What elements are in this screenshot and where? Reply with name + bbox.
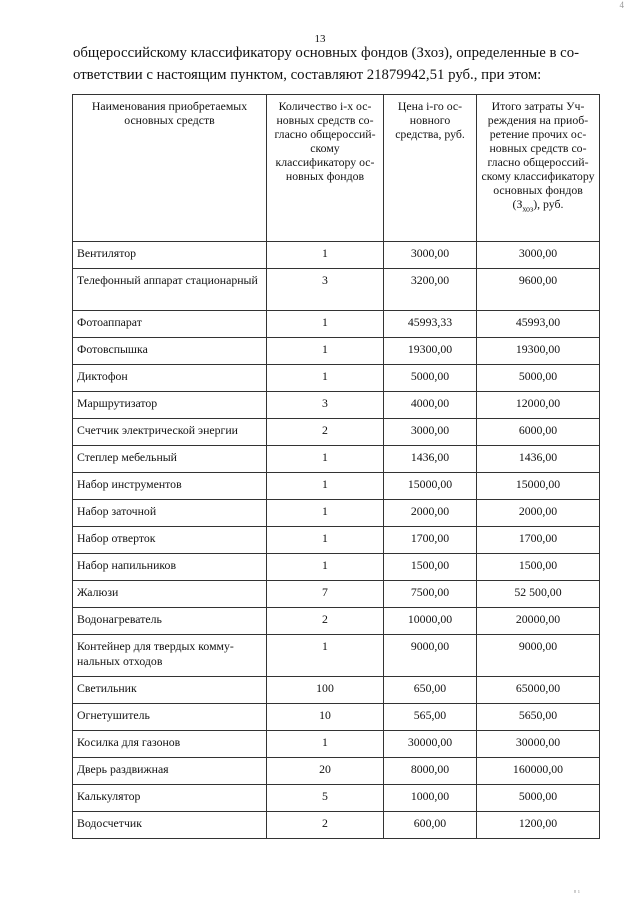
header-total-prefix: Итого затраты Учреждения на приобретение прочих основных средств согласно общероссийскому классификатору основных фондов (З	[481, 99, 595, 211]
table-row	[73, 419, 600, 446]
cell-total: 5000,00	[477, 785, 600, 812]
table-row	[73, 812, 600, 839]
cell-name: Телефонный аппарат стационарный	[73, 269, 267, 311]
cell-total: 19300,00	[477, 338, 600, 365]
cell-price: 650,00	[384, 677, 477, 704]
cell-qty: 2	[267, 419, 384, 446]
cell-price: 1436,00	[384, 446, 477, 473]
cell-name: Набор напильников	[73, 554, 267, 581]
cell-qty: 1	[267, 731, 384, 758]
table-row	[73, 311, 600, 338]
cell-qty: 1	[267, 635, 384, 677]
table-row	[73, 269, 600, 311]
cell-total: 3000,00	[477, 242, 600, 269]
cell-name: Счетчик электрической энергии	[73, 419, 267, 446]
cell-total: 15000,00	[477, 473, 600, 500]
cell-total: 65000,00	[477, 677, 600, 704]
table-row	[73, 446, 600, 473]
cell-price: 565,00	[384, 704, 477, 731]
cell-price: 4000,00	[384, 392, 477, 419]
cell-total: 1436,00	[477, 446, 600, 473]
table-row	[73, 527, 600, 554]
table-row	[73, 758, 600, 785]
cell-name: Набор отверток	[73, 527, 267, 554]
cell-price: 8000,00	[384, 758, 477, 785]
cell-name: Фотоаппарат	[73, 311, 267, 338]
cell-price: 5000,00	[384, 365, 477, 392]
cell-price: 1000,00	[384, 785, 477, 812]
cell-qty: 1	[267, 527, 384, 554]
table-row	[73, 500, 600, 527]
cell-qty: 2	[267, 812, 384, 839]
bottom-mark: ⁸ ¹	[573, 889, 580, 897]
cell-total: 6000,00	[477, 419, 600, 446]
cell-name: Водосчетчик	[73, 812, 267, 839]
table-row	[73, 554, 600, 581]
cell-price: 3000,00	[384, 242, 477, 269]
cell-name: Диктофон	[73, 365, 267, 392]
table-row	[73, 731, 600, 758]
corner-mark: 4	[619, 0, 624, 10]
cell-total: 9000,00	[477, 635, 600, 677]
cell-name: Косилка для газонов	[73, 731, 267, 758]
cell-qty: 5	[267, 785, 384, 812]
header-name: Наименования приобретаемых основных средств	[73, 95, 267, 242]
cell-price: 600,00	[384, 812, 477, 839]
cell-qty: 1	[267, 500, 384, 527]
table-row	[73, 608, 600, 635]
header-total	[477, 95, 600, 242]
table-row	[73, 677, 600, 704]
cell-qty: 2	[267, 608, 384, 635]
header-price: Цена i-го основного средства, руб.	[384, 95, 477, 242]
cell-name: Жалюзи	[73, 581, 267, 608]
intro-line-1: общероссийскому классификатору основных фондов (Зхоз), определенные в со-	[73, 45, 580, 61]
cell-qty: 1	[267, 242, 384, 269]
cell-price: 1700,00	[384, 527, 477, 554]
header-total-sub: хоз	[522, 204, 534, 214]
cell-qty: 3	[267, 269, 384, 311]
cell-name: Огнетушитель	[73, 704, 267, 731]
cell-qty: 1	[267, 338, 384, 365]
cell-total: 160000,00	[477, 758, 600, 785]
cell-price: 3000,00	[384, 419, 477, 446]
cell-total: 45993,00	[477, 311, 600, 338]
cell-name: Светильник	[73, 677, 267, 704]
header-total-suffix: ), руб.	[533, 197, 564, 211]
cell-qty: 1	[267, 473, 384, 500]
intro-line-2: ответствии с настоящим пунктом, составляют 21879942,51 руб., при этом:	[73, 67, 542, 83]
table-row	[73, 473, 600, 500]
cell-total: 30000,00	[477, 731, 600, 758]
cell-qty: 10	[267, 704, 384, 731]
cell-price: 30000,00	[384, 731, 477, 758]
cell-name: Вентилятор	[73, 242, 267, 269]
cell-price: 2000,00	[384, 500, 477, 527]
table-row	[73, 785, 600, 812]
table-row	[73, 581, 600, 608]
cell-qty: 20	[267, 758, 384, 785]
cell-total: 2000,00	[477, 500, 600, 527]
page-number: 13	[314, 33, 326, 45]
cell-total: 1200,00	[477, 812, 600, 839]
cell-qty: 1	[267, 311, 384, 338]
cell-qty: 1	[267, 365, 384, 392]
cell-name: Фотовспышка	[73, 338, 267, 365]
cell-name: Контейнер для твердых коммунальных отходов	[73, 635, 267, 677]
cell-qty: 7	[267, 581, 384, 608]
cell-total: 9600,00	[477, 269, 600, 311]
cell-total: 52 500,00	[477, 581, 600, 608]
table-row	[73, 242, 600, 269]
cell-name: Набор заточной	[73, 500, 267, 527]
table-row	[73, 365, 600, 392]
cell-price: 3200,00	[384, 269, 477, 311]
cell-total: 20000,00	[477, 608, 600, 635]
cell-name: Водонагреватель	[73, 608, 267, 635]
cell-name: Маршрутизатор	[73, 392, 267, 419]
cell-qty: 3	[267, 392, 384, 419]
cell-price: 9000,00	[384, 635, 477, 677]
cell-qty: 1	[267, 554, 384, 581]
table-row	[73, 392, 600, 419]
cell-price: 1500,00	[384, 554, 477, 581]
table-row	[73, 635, 600, 677]
cell-price: 15000,00	[384, 473, 477, 500]
cell-price: 19300,00	[384, 338, 477, 365]
table-row	[73, 704, 600, 731]
cell-total: 5000,00	[477, 365, 600, 392]
cell-price: 10000,00	[384, 608, 477, 635]
header-qty: Количество i-х основных средств согласно общероссийскому классификатору основных фондов	[267, 95, 384, 242]
cell-total: 5650,00	[477, 704, 600, 731]
table-header-row	[73, 95, 600, 242]
cell-name: Дверь раздвижная	[73, 758, 267, 785]
assets-table	[72, 94, 600, 839]
cell-total: 1700,00	[477, 527, 600, 554]
cell-name: Калькулятор	[73, 785, 267, 812]
table-row	[73, 338, 600, 365]
cell-price: 45993,33	[384, 311, 477, 338]
cell-qty: 1	[267, 446, 384, 473]
cell-total: 1500,00	[477, 554, 600, 581]
cell-price: 7500,00	[384, 581, 477, 608]
cell-qty: 100	[267, 677, 384, 704]
cell-name: Набор инструментов	[73, 473, 267, 500]
intro-paragraph	[73, 42, 606, 86]
cell-name: Степлер мебельный	[73, 446, 267, 473]
cell-total: 12000,00	[477, 392, 600, 419]
